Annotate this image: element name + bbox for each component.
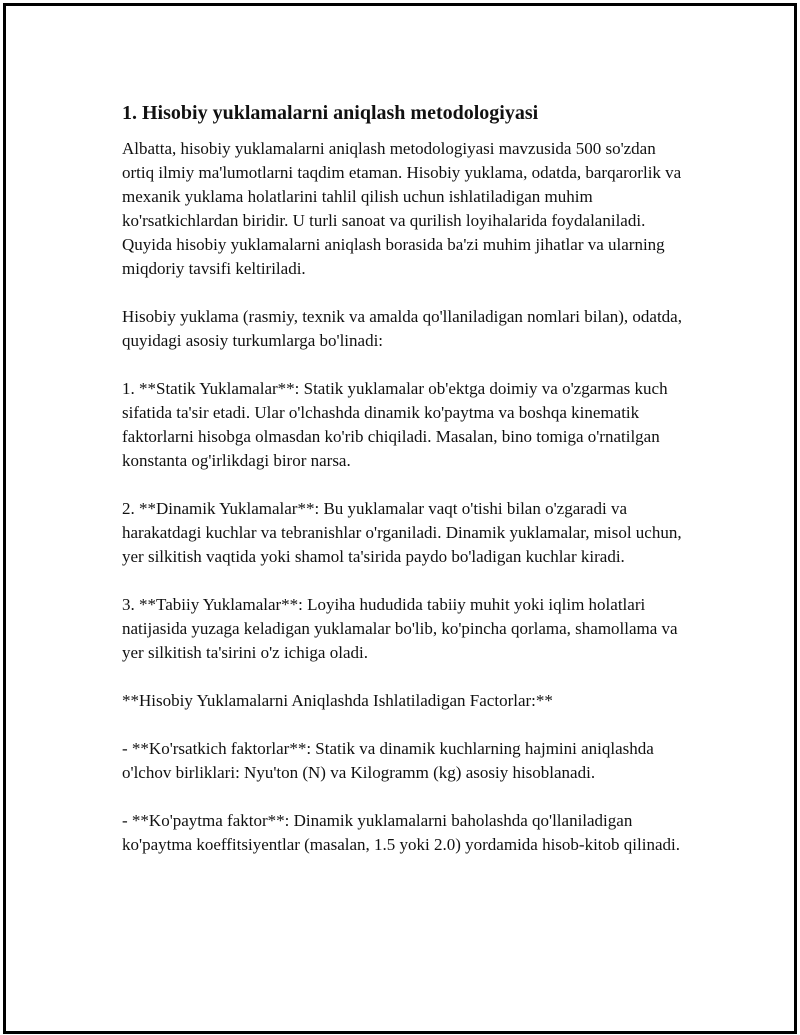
indicator-factors-paragraph: - **Ko'rsatkich faktorlar**: Statik va dinamik kuchlarning hajmini aniqlashda o'lchov birliklari: Nyu'ton (N) va Kilogramm (kg) asosiy hisoblanadi.	[122, 739, 654, 782]
document-title: 1. Hisobiy yuklamalarni aniqlash metodologiyasi	[122, 102, 539, 124]
factors-heading: **Hisobiy Yuklamalarni Aniqlashda Ishlatiladigan Factorlar:**	[122, 691, 553, 710]
document-body	[122, 99, 692, 881]
classification-paragraph: Hisobiy yuklama (rasmiy, texnik va amalda qo'llaniladigan nomlari bilan), odatda, quyidagi asosiy turkumlarga bo'linadi:	[122, 307, 682, 350]
dynamic-loads-paragraph: 2. **Dinamik Yuklamalar**: Bu yuklamalar vaqt o'tishi bilan o'zgaradi va harakatdagi kuchlar va tebranishlar o'rganiladi. Dinamik yuklamalar, misol uchun, yer silkitish vaqtida yoki shamol ta'sirida paydo bo'ladigan kuchlar kiradi.	[122, 499, 682, 566]
static-loads-paragraph: 1. **Statik Yuklamalar**: Statik yuklamalar ob'ektga doimiy va o'zgarmas kuch sifatida ta'sir etadi. Ular o'lchashda dinamik ko'paytma va boshqa kinematik faktorlarni hisobga olmasdan ko'rib chiqiladi. Masalan, bino tomiga o'rnatilgan konstanta og'irlikdagi biror narsa.	[122, 379, 668, 470]
intro-paragraph: Albatta, hisobiy yuklamalarni aniqlash metodologiyasi mavzusida 500 so'zdan ortiq ilmiy ma'lumotlarni taqdim etaman. Hisobiy yuklama, odatda, barqarorlik va mexanik yuklama holatlarini tahlil qilish uchun ishlatiladigan muhim ko'rsatkichlardan biridir. U turli sanoat va qurilish loyihalarida foydalaniladi. Quyida hisobiy yuklamalarni aniqlash borasida ba'zi muhim jihatlar va ularning miqdoriy tavsifi keltiriladi.	[122, 139, 682, 278]
page-frame	[3, 3, 797, 1034]
multiplier-factor-paragraph: - **Ko'paytma faktor**: Dinamik yuklamalarni baholashda qo'llaniladigan ko'paytma koeffitsiyentlar (masalan, 1.5 yoki 2.0) yordamida hisob-kitob qilinadi.	[122, 811, 680, 854]
natural-loads-paragraph: 3. **Tabiiy Yuklamalar**: Loyiha hududida tabiiy muhit yoki iqlim holatlari natijasida yuzaga keladigan yuklamalar bo'lib, ko'pincha qorlama, shamollama va yer silkitish ta'sirini o'z ichiga oladi.	[122, 595, 678, 662]
